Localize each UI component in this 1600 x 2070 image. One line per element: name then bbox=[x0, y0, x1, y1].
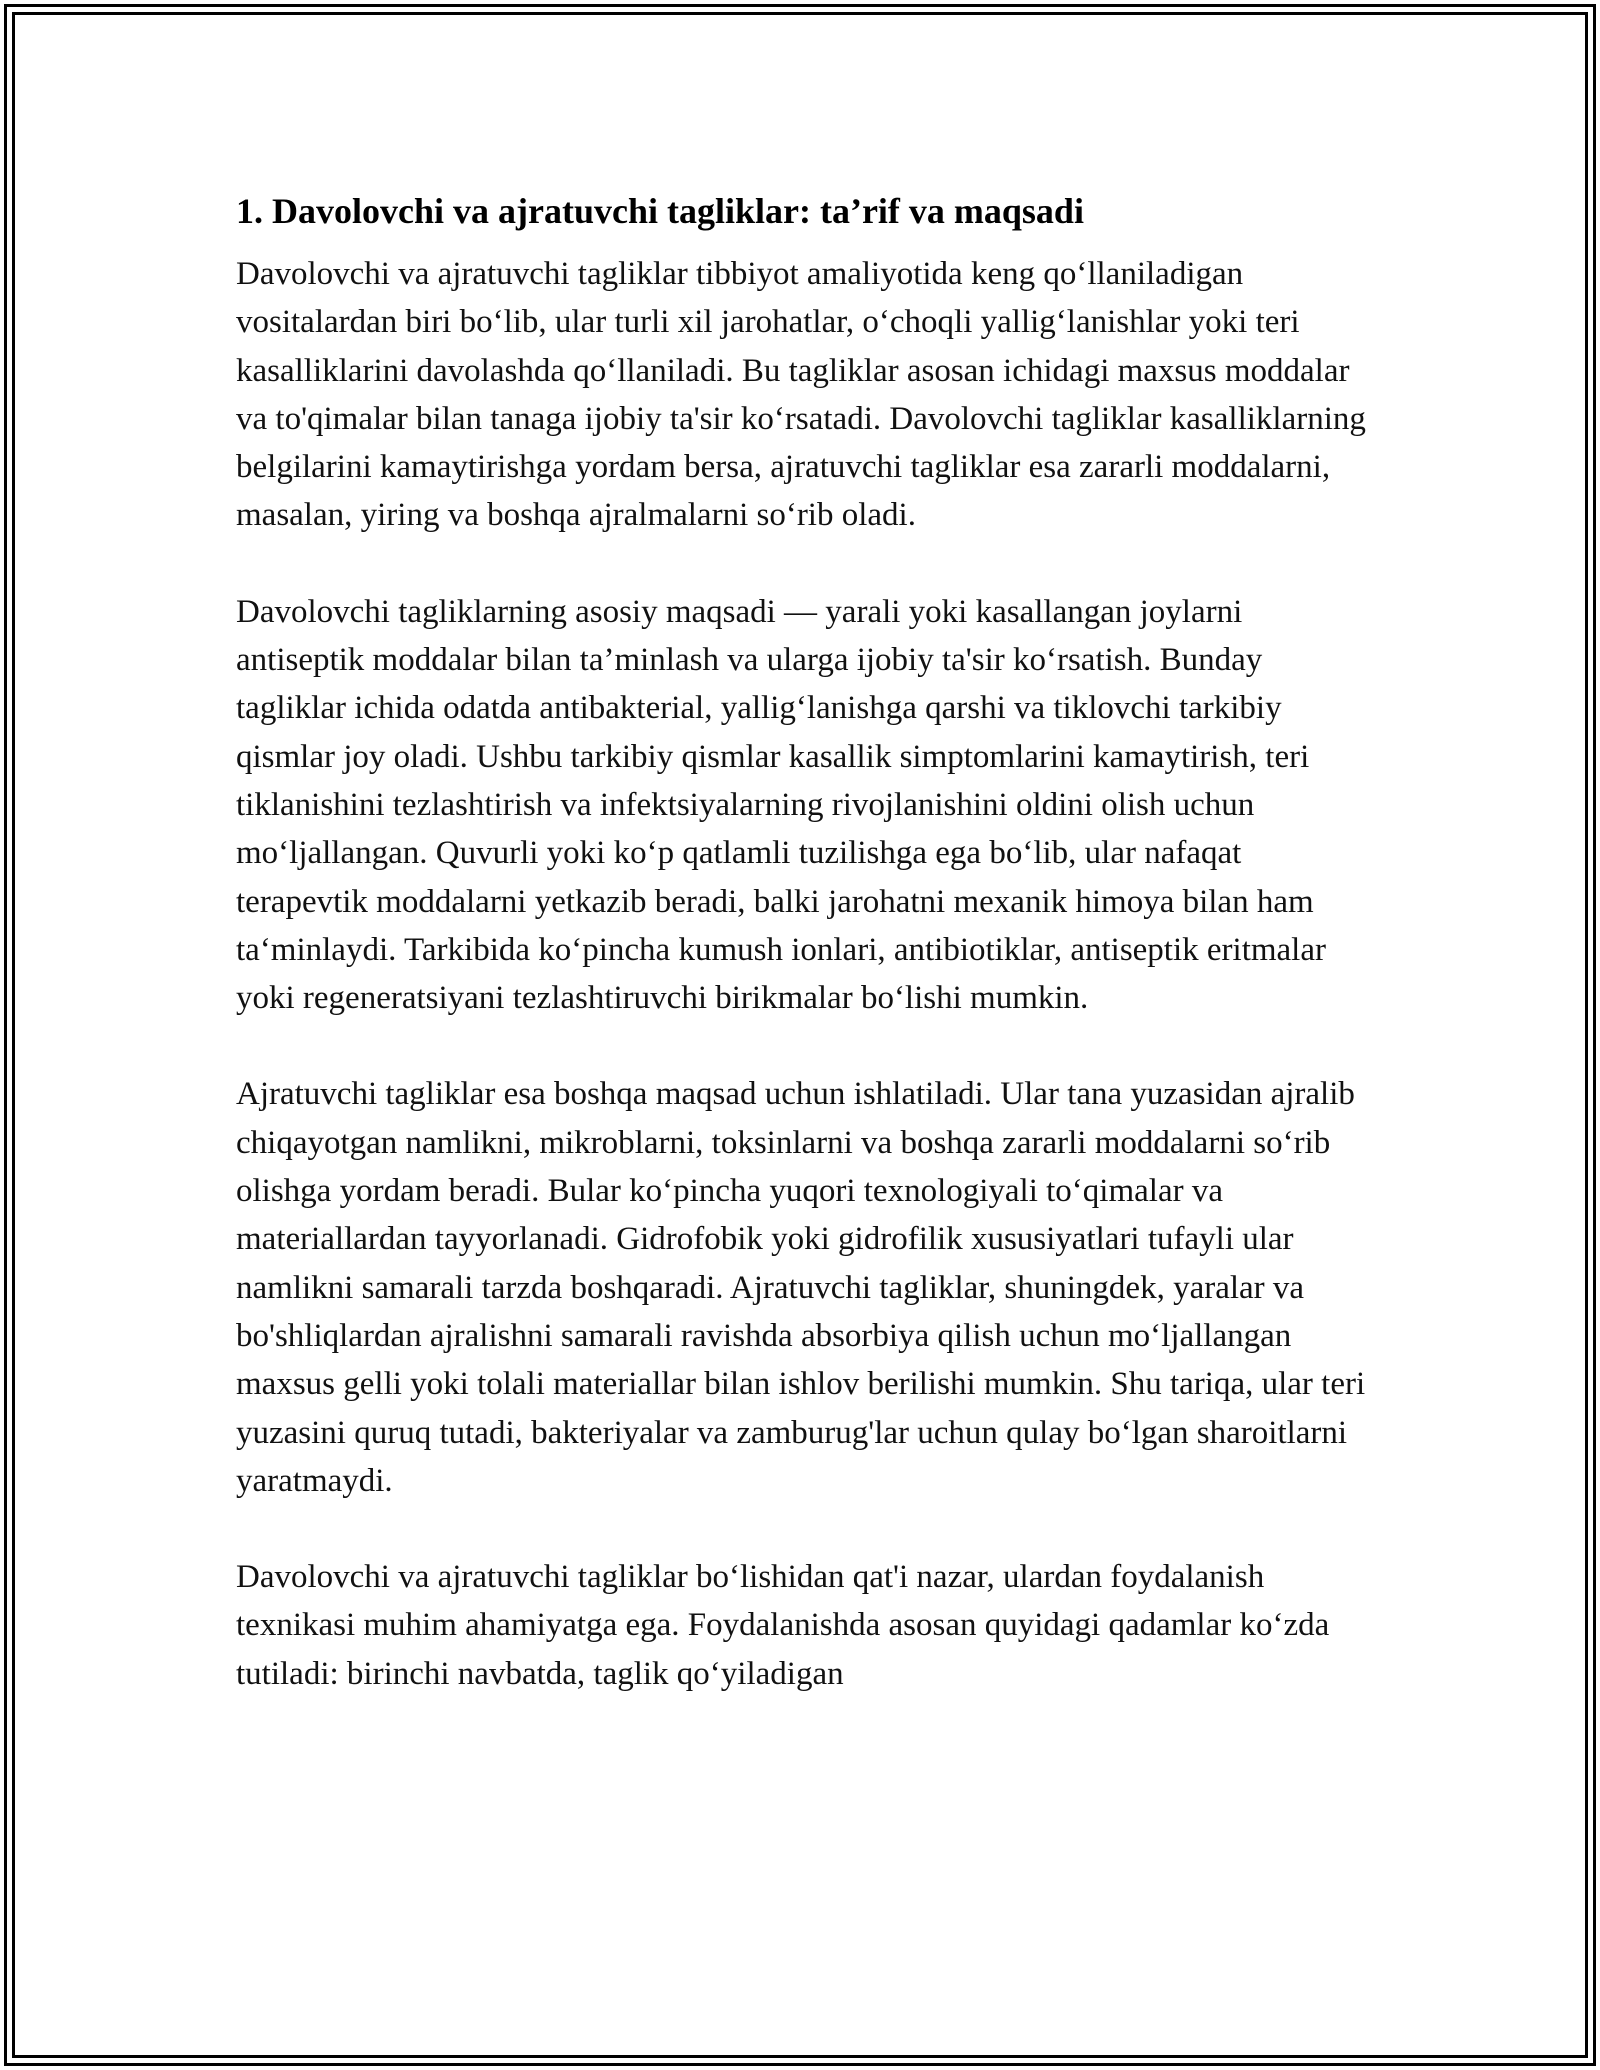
document-body bbox=[236, 186, 1366, 1746]
paragraph-definition: Davolovchi va ajratuvchi tagliklar tibbiyot amaliyotida keng qo‘llaniladigan vositalardan biri bo‘lib, ular turli xil jarohatlar, o‘choqli yallig‘lanishlar yoki teri kasalliklarini davolashda qo‘llaniladi. Bu tagliklar asosan ichidagi maxsus moddalar va to'qimalar bilan tanaga ijobiy ta'sir ko‘rsatadi. Davolovchi tagliklar kasalliklarning belgilarini kamaytirishga yordam bersa, ajratuvchi tagliklar esa zararli moddalarni, masalan, yiring va boshqa ajralmalarni so‘rib oladi. bbox=[236, 256, 1366, 534]
section-heading: 1. Davolovchi va ajratuvchi tagliklar: ta’rif va maqsadi bbox=[236, 191, 1084, 231]
paragraph-absorbent-purpose: Ajratuvchi tagliklar esa boshqa maqsad uchun ishlatiladi. Ular tana yuzasidan ajralib chiqayotgan namlikni, mikroblarni, toksinlarni va boshqa zararli moddalarni so‘rib olishga yordam beradi. Bular ko‘pincha yuqori texnologiyali to‘qimalar va materiallardan tayyorlanadi. Gidrofobik yoki gidrofilik xususiyatlari tufayli ular namlikni samarali tarzda boshqaradi. Ajratuvchi tagliklar, shuningdek, yaralar va bo'shliqlardan ajralishni samarali ravishda absorbiya qilish uchun mo‘ljallangan maxsus gelli yoki tolali materiallar bilan ishlov berilishi mumkin. Shu tariqa, ular teri yuzasini quruq tutadi, bakteriyalar va zamburug'lar uchun qulay bo‘lgan sharoitlarni yaratmaydi. bbox=[236, 1076, 1366, 1499]
paragraph-healing-purpose: Davolovchi tagliklarning asosiy maqsadi — yarali yoki kasallangan joylarni antiseptik moddalar bilan ta’minlash va ularga ijobiy ta'sir ko‘rsatish. Bunday tagliklar ichida odatda antibakterial, yallig‘lanishga qarshi va tiklovchi tarkibiy qismlar joy oladi. Ushbu tarkibiy qismlar kasallik simptomlarini kamaytirish, teri tiklanishini tezlashtirish va infektsiyalarning rivojlanishini oldini olish uchun mo‘ljallangan. Quvurli yoki ko‘p qatlamli tuzilishga ega bo‘lib, ular nafaqat terapevtik moddalarni yetkazib beradi, balki jarohatni mexanik himoya bilan ham ta‘minlaydi. Tarkibida ko‘pincha kumush ionlari, antibiotiklar, antiseptik eritmalar yoki regeneratsiyani tezlashtiruvchi birikmalar bo‘lishi mumkin. bbox=[236, 593, 1326, 1017]
paragraph-usage-technique: Davolovchi va ajratuvchi tagliklar bo‘lishidan qat'i nazar, ulardan foydalanish texnikasi muhim ahamiyatga ega. Foydalanishda asosan quyidagi qadamlar ko‘zda tutiladi: birinchi navbatda, taglik qo‘yiladigan bbox=[236, 1559, 1330, 1692]
